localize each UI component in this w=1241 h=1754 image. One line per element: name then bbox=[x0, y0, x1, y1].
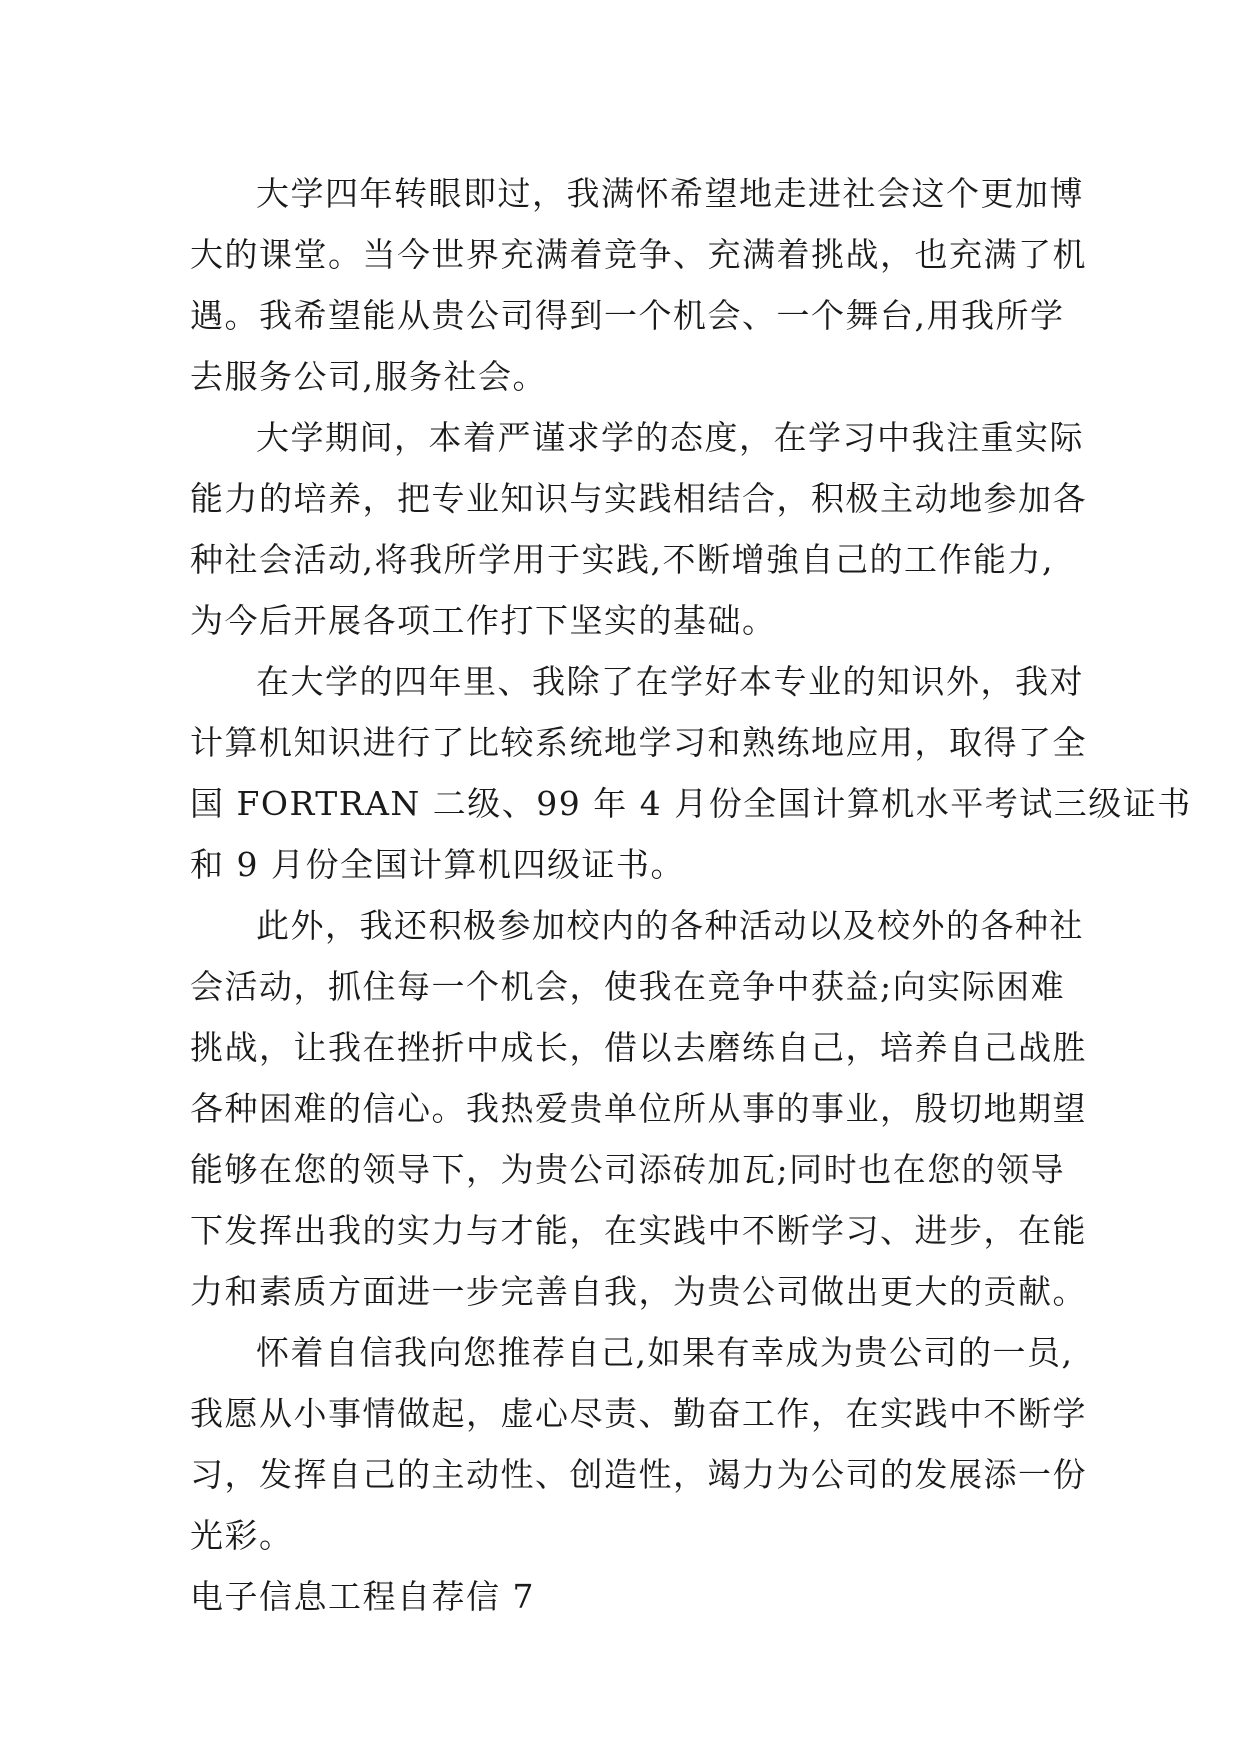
text-line: 能力的培养，把专业知识与实践相结合，积极主动地参加各 bbox=[190, 479, 1087, 518]
paragraph-3 bbox=[190, 651, 1192, 895]
text-line: 会活动，抓住每一个机会，使我在竞争中获益;向实际困难 bbox=[190, 967, 1066, 1006]
text-line: 挑战，让我在挫折中成长，借以去磨练自己，培养自己战胜 bbox=[190, 1028, 1087, 1067]
text-line: 大学期间，本着严谨求学的态度，在学习中我注重实际 bbox=[256, 418, 1084, 457]
letter-body bbox=[190, 163, 1192, 1627]
text-line: 此外，我还积极参加校内的各种活动以及校外的各种社 bbox=[256, 906, 1084, 945]
text-line: 在大学的四年里、我除了在学好本专业的知识外，我对 bbox=[256, 662, 1084, 701]
text-line: 种社会活动,将我所学用于实践,不断增強自己的工作能力, bbox=[190, 540, 1054, 579]
text-line: 计算机知识进行了比较系统地学习和熟练地应用，取得了全 bbox=[190, 723, 1087, 762]
text-line: 和 9 月份全国计算机四级证书。 bbox=[190, 845, 685, 884]
text-line: 力和素质方面进一步完善自我，为贵公司做出更大的贡献。 bbox=[190, 1272, 1087, 1311]
text-line: 为今后开展各项工作打下坚实的基础。 bbox=[190, 601, 777, 640]
text-line: 光彩。 bbox=[190, 1516, 294, 1555]
text-line: 大的课堂。当今世界充满着竞争、充满着挑战，也充满了机 bbox=[190, 235, 1087, 274]
text-line: 国 FORTRAN 二级、99 年 4 月份全国计算机水平考试三级证书 bbox=[190, 784, 1192, 823]
text-line: 怀着自信我向您推荐自己,如果有幸成为贵公司的一员, bbox=[256, 1333, 1074, 1372]
paragraph-4 bbox=[190, 895, 1087, 1322]
text-line: 大学四年转眼即过，我满怀希望地走进社会这个更加博 bbox=[256, 174, 1084, 213]
paragraph-5 bbox=[190, 1322, 1087, 1566]
text-line: 去服务公司,服务社会。 bbox=[190, 357, 547, 396]
paragraph-2 bbox=[190, 407, 1087, 651]
text-line: 各种困难的信心。我热爱贵单位所从事的事业，殷切地期望 bbox=[190, 1089, 1087, 1128]
text-line: 下发挥出我的实力与才能，在实践中不断学习、进步，在能 bbox=[190, 1211, 1087, 1250]
text-line: 能够在您的领导下，为贵公司添砖加瓦;同时也在您的领导 bbox=[190, 1150, 1066, 1189]
section-heading: 电子信息工程自荐信 7 bbox=[190, 1577, 535, 1616]
text-line: 遇。我希望能从贵公司得到一个机会、一个舞台,用我所学 bbox=[190, 296, 1065, 335]
text-line: 我愿从小事情做起，虚心尽责、勤奋工作，在实践中不断学 bbox=[190, 1394, 1087, 1433]
paragraph-1 bbox=[190, 163, 1087, 407]
text-line: 习，发挥自己的主动性、创造性，竭力为公司的发展添一份 bbox=[190, 1455, 1087, 1494]
